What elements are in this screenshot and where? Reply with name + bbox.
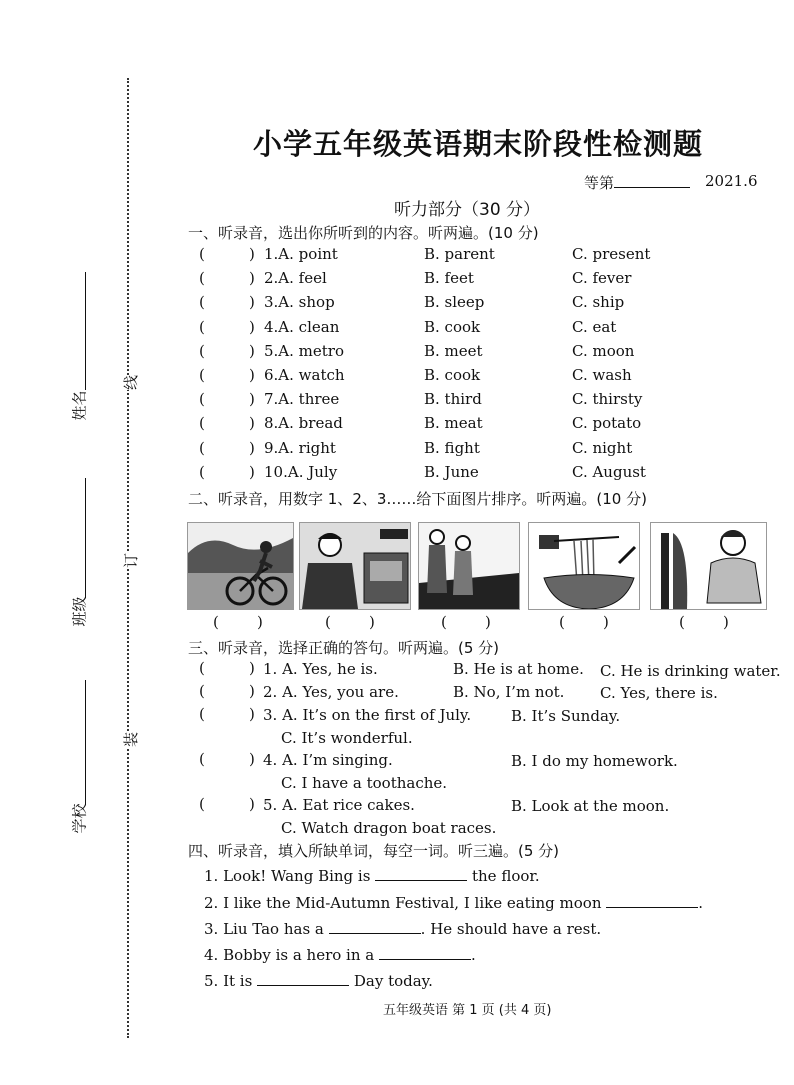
s1-q5-option-b[interactable]: B. meet <box>424 341 483 360</box>
s4-sentence-2 <box>204 893 703 912</box>
s1-q6-option-a[interactable]: 6.A. watch <box>264 366 345 384</box>
s1-q8-option-b[interactable]: B. meat <box>424 414 483 433</box>
s3-q1-option-b[interactable]: B. He is at home. <box>453 660 584 678</box>
page-title: 小学五年级英语期末阶段性检测题 <box>253 127 704 161</box>
s4-blank-4[interactable] <box>379 945 471 960</box>
s3-q2-option-a[interactable]: 2. A. Yes, you are. <box>263 683 399 701</box>
grade-label: 等第 <box>584 174 615 192</box>
s3-q5-option-a[interactable]: 5. A. Eat rice cakes. <box>263 796 415 814</box>
s1-q10-option-b[interactable]: B. June <box>424 462 479 481</box>
side-name-label: 姓名 <box>70 390 89 421</box>
s1-q4-open-paren: ( <box>199 317 205 336</box>
s3-q1-option-c[interactable]: C. He is drinking water. <box>600 662 781 680</box>
name-write-line[interactable] <box>85 272 86 390</box>
s2-picture-5-answer[interactable]: ( ) <box>679 613 729 631</box>
s1-q7-option-a[interactable]: 7.A. three <box>264 390 340 409</box>
s3-q2-option-c[interactable]: C. Yes, there is. <box>600 684 718 702</box>
s1-q7-option-c[interactable]: C. thirsty <box>572 390 643 409</box>
s4-s3-end: . He should have a rest. <box>420 920 602 938</box>
s1-q3-open-paren: ( <box>199 293 205 312</box>
picture-3-two-people <box>418 522 520 610</box>
picture-4-noodle-bowl <box>528 522 640 610</box>
grade-field <box>584 172 690 193</box>
s4-s5-start: 5. It is <box>204 972 253 990</box>
s2-picture-1-answer[interactable]: ( ) <box>213 613 263 631</box>
s1-q10-close-paren: ) <box>249 462 255 481</box>
side-class-label: 班级 <box>70 596 89 627</box>
s1-q8-open-paren: ( <box>199 414 205 433</box>
s1-q5-option-a[interactable]: 5.A. metro <box>264 341 345 360</box>
s2-picture-4-answer[interactable]: ( ) <box>559 613 609 631</box>
s1-q3-close-paren: ) <box>249 293 255 312</box>
side-zhuang-char: 装 <box>118 732 143 747</box>
section1-heading: 一、听录音，选出你所听到的内容。听两遍。(10 分) <box>188 224 539 242</box>
school-write-line[interactable] <box>85 680 86 805</box>
s1-q2-open-paren: ( <box>199 269 205 288</box>
s4-s1-end: the floor. <box>471 867 540 885</box>
picture-2-boy-cooking <box>299 522 411 610</box>
side-school-label: 学校 <box>70 803 89 834</box>
s4-blank-5[interactable] <box>257 971 349 986</box>
s1-q2-option-b[interactable]: B. feet <box>424 269 474 288</box>
s1-q5-open-paren: ( <box>199 341 205 360</box>
listening-header: 听力部分（30 分） <box>394 200 541 220</box>
s1-q9-option-b[interactable]: B. fight <box>424 438 480 457</box>
s1-q6-option-b[interactable]: B. cook <box>424 366 481 384</box>
s4-s1-start: 1. Look! Wang Bing is <box>204 867 371 885</box>
s1-q5-close-paren: ) <box>249 341 255 360</box>
side-line-char: 线 <box>118 375 143 390</box>
s1-q6-open-paren: ( <box>199 366 205 384</box>
s4-sentence-5 <box>204 971 433 990</box>
s4-s4-start: 4. Bobby is a hero in a <box>204 946 375 964</box>
s4-sentence-4 <box>204 945 476 964</box>
s4-s5-end: Day today. <box>353 972 433 990</box>
s1-q6-close-paren: ) <box>249 366 255 384</box>
s1-q5-option-c[interactable]: C. moon <box>572 341 635 360</box>
s1-q8-option-a[interactable]: 8.A. bread <box>264 414 343 433</box>
s3-q5-close-paren: ) <box>249 795 255 813</box>
s1-q7-open-paren: ( <box>199 390 205 409</box>
s1-q10-open-paren: ( <box>199 462 205 481</box>
class-write-line[interactable] <box>85 478 86 598</box>
section3-heading: 三、听录音，选择正确的答句。听两遍。(5 分) <box>188 639 500 657</box>
s3-q3-close-paren: ) <box>249 705 255 723</box>
s4-sentence-3 <box>204 919 601 938</box>
s3-q3-open-paren: ( <box>199 705 205 723</box>
s3-q2-open-paren: ( <box>199 682 205 700</box>
s1-q10-option-c[interactable]: C. August <box>572 462 646 481</box>
s1-q8-close-paren: ) <box>249 414 255 433</box>
picture-5-sick-girl <box>650 522 767 610</box>
s3-q1-close-paren: ) <box>249 659 255 677</box>
s1-q7-option-b[interactable]: B. third <box>424 390 482 409</box>
s1-q1-open-paren: ( <box>199 245 205 263</box>
s1-q1-option-a[interactable]: 1.A. point <box>264 245 338 263</box>
s3-q3-option-a[interactable]: 3. A. It’s on the first of July. <box>263 706 472 724</box>
s3-q3-option-b[interactable]: B. It’s Sunday. <box>511 707 621 725</box>
s3-q4-option-a[interactable]: 4. A. I’m singing. <box>263 751 393 769</box>
s4-blank-2[interactable] <box>606 893 698 908</box>
s1-q3-option-a[interactable]: 3.A. shop <box>264 293 335 312</box>
s1-q8-option-c[interactable]: C. potato <box>572 414 642 433</box>
s4-sentence-1 <box>204 866 540 885</box>
s3-q2-close-paren: ) <box>249 682 255 700</box>
s4-s2-end: . <box>698 894 704 912</box>
s3-q2-option-b[interactable]: B. No, I’m not. <box>453 683 565 701</box>
s1-q6-option-c[interactable]: C. wash <box>572 366 632 384</box>
section4-heading: 四、听录音，填入所缺单词，每空一词。听三遍。(5 分) <box>188 842 560 860</box>
s4-blank-1[interactable] <box>375 866 467 881</box>
s4-s4-end: . <box>471 946 476 964</box>
s3-q5-option-c[interactable]: C. Watch dragon boat races. <box>281 819 497 837</box>
s1-q1-option-c[interactable]: C. present <box>572 245 651 263</box>
s4-s3-start: 3. Liu Tao has a <box>204 920 324 938</box>
s3-q4-open-paren: ( <box>199 750 205 768</box>
s4-s2-start: 2. I like the Mid-Autumn Festival, I like eating moon <box>204 894 602 912</box>
s1-q4-close-paren: ) <box>249 317 255 336</box>
s4-blank-3[interactable] <box>329 919 421 934</box>
s3-q5-option-b[interactable]: B. Look at the moon. <box>511 797 670 815</box>
s1-q2-close-paren: ) <box>249 269 255 288</box>
s1-q9-close-paren: ) <box>249 438 255 457</box>
s1-q9-option-c[interactable]: C. night <box>572 438 633 457</box>
s1-q9-option-a[interactable]: 9.A. right <box>264 438 336 457</box>
s3-q4-option-b[interactable]: B. I do my homework. <box>511 752 678 770</box>
s1-q4-option-a[interactable]: 4.A. clean <box>264 317 340 336</box>
s1-q4-option-c[interactable]: C. eat <box>572 317 617 336</box>
s3-q1-open-paren: ( <box>199 659 205 677</box>
s1-q10-option-a[interactable]: 10.A. July <box>264 462 338 481</box>
s3-q4-close-paren: ) <box>249 750 255 768</box>
s1-q7-close-paren: ) <box>249 390 255 409</box>
section2-heading: 二、听录音，用数字 1、2、3……给下面图片排序。听两遍。(10 分) <box>188 490 647 508</box>
s1-q2-option-c[interactable]: C. fever <box>572 269 632 288</box>
s3-q5-open-paren: ( <box>199 795 205 813</box>
s1-q3-option-b[interactable]: B. sleep <box>424 293 485 312</box>
s1-q4-option-b[interactable]: B. cook <box>424 317 481 336</box>
page-footer: 五年级英语 第 1 页 (共 4 页) <box>383 1003 552 1018</box>
s1-q9-open-paren: ( <box>199 438 205 457</box>
s3-q1-option-a[interactable]: 1. A. Yes, he is. <box>263 660 378 678</box>
s2-picture-3-answer[interactable]: ( ) <box>441 613 491 631</box>
side-ding-char: 订 <box>118 553 143 568</box>
s1-q1-option-b[interactable]: B. parent <box>424 245 495 263</box>
s1-q3-option-c[interactable]: C. ship <box>572 293 625 312</box>
s2-picture-2-answer[interactable]: ( ) <box>325 613 375 631</box>
s3-q3-option-c[interactable]: C. It’s wonderful. <box>281 729 413 747</box>
grade-blank[interactable] <box>614 173 690 188</box>
picture-1-cycling <box>187 522 294 610</box>
s3-q4-option-c[interactable]: C. I have a toothache. <box>281 774 448 792</box>
exam-date: 2021.6 <box>705 172 758 190</box>
s1-q1-close-paren: ) <box>249 245 255 263</box>
s1-q2-option-a[interactable]: 2.A. feel <box>264 269 327 288</box>
